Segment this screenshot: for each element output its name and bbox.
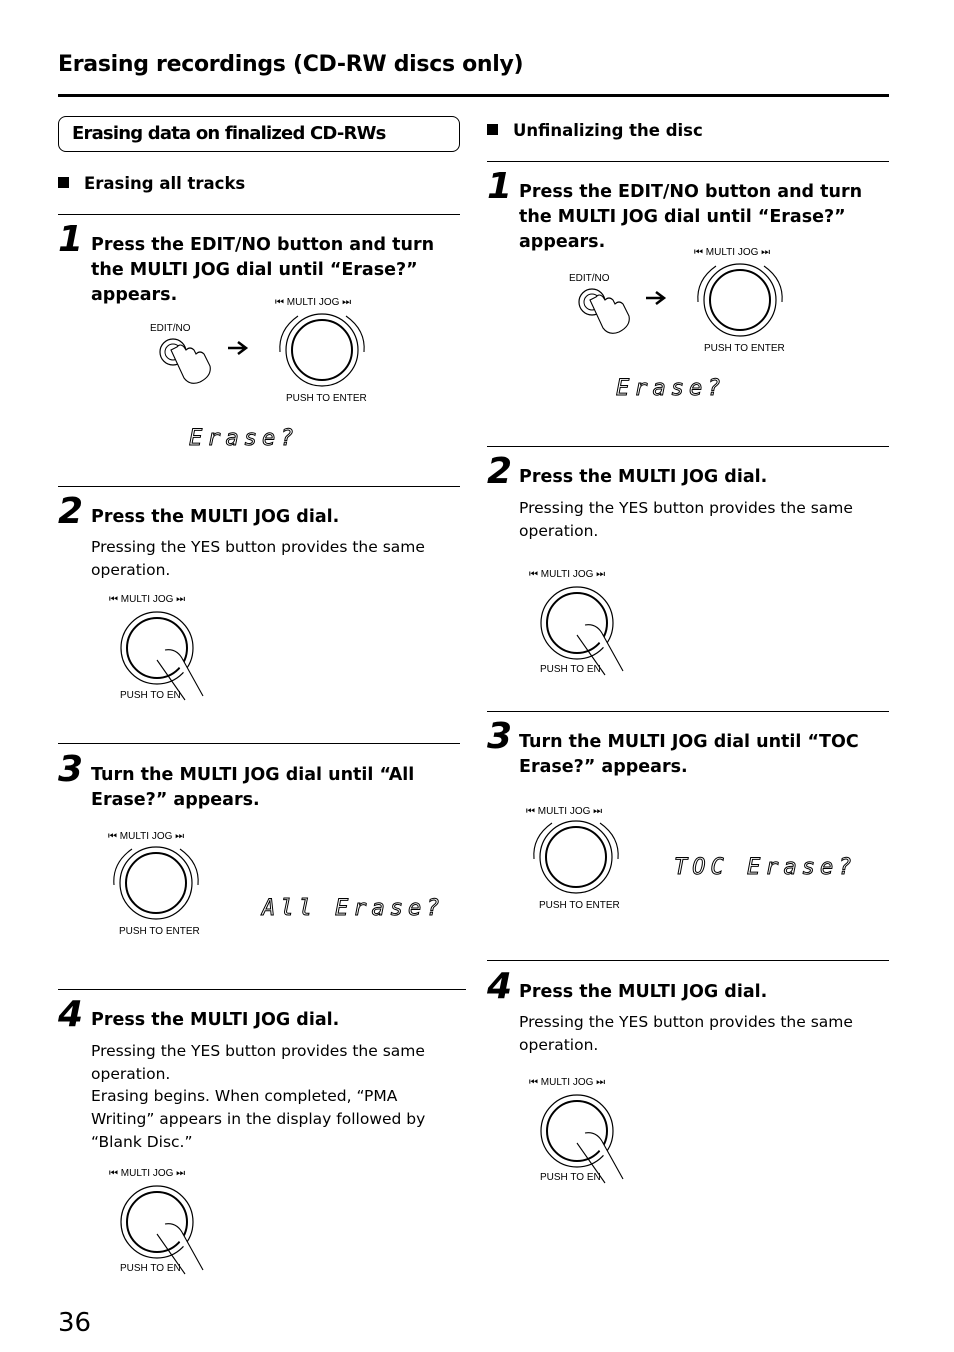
- multi-jog-label: ⏮ MULTI JOG ⏭: [526, 806, 603, 817]
- divider: [487, 711, 889, 712]
- step-number: 2: [487, 451, 513, 492]
- divider: [58, 743, 460, 744]
- left-subheading: Erasing all tracks: [58, 174, 245, 193]
- step-instruction: Press the MULTI JOG dial.: [519, 467, 768, 487]
- bullet-square: [487, 124, 498, 135]
- multi-jog-label: ⏮ MULTI JOG ⏭: [529, 1077, 606, 1088]
- edit-no-button-icon: [160, 339, 210, 383]
- multi-jog-label: ⏮ MULTI JOG ⏭: [694, 247, 771, 258]
- lcd-text: Erase?: [189, 426, 299, 451]
- step-note: Pressing the YES button provides the same operation.: [91, 538, 425, 579]
- section-heading: Erasing data on finalized CD-RWs: [58, 116, 460, 152]
- step-instruction: Press the EDIT/NO button and turn the MULTI JOG dial until “Erase?” appears.: [91, 235, 435, 305]
- step-number: 2: [58, 491, 84, 532]
- arrow-right-icon: [228, 342, 246, 354]
- edit-no-label: EDIT/NO: [569, 273, 610, 284]
- multi-jog-dial-icon: [541, 587, 613, 659]
- step-note-completion: Erasing begins. When completed, “PMA Writing” appears in the display followed by “Blank Disc.”: [91, 1087, 426, 1151]
- multi-jog-dial-icon: [121, 612, 193, 684]
- jog-turn-figure: [98, 825, 458, 940]
- step-number: 4: [58, 994, 84, 1035]
- multi-jog-dial-icon: [121, 1186, 193, 1258]
- page-number: 36: [58, 1308, 92, 1338]
- lcd-toc-erase: TOC Erase?: [674, 855, 857, 880]
- step-number: 3: [487, 716, 513, 757]
- jog-turn-figure: [516, 800, 876, 915]
- multi-jog-dial-icon: [541, 1095, 613, 1167]
- divider: [58, 989, 466, 990]
- edit-jog-figure: [560, 240, 820, 360]
- multi-jog-dial-icon: [280, 314, 364, 386]
- multi-jog-label: ⏮ MULTI JOG ⏭: [529, 569, 606, 580]
- push-to-enter-label: PUSH TO ENTER: [119, 926, 200, 937]
- step-number: 4: [487, 966, 513, 1007]
- divider: [487, 446, 889, 447]
- lcd-all-erase: All Erase?: [262, 896, 445, 921]
- title-divider: [58, 94, 889, 97]
- arrow-right-icon: [646, 292, 664, 304]
- jog-press-figure: [525, 565, 655, 680]
- push-to-enter-label: PUSH TO EN: [540, 1172, 601, 1183]
- push-to-enter-label: PUSH TO ENTER: [286, 393, 367, 404]
- jog-press-figure: [525, 1073, 655, 1188]
- multi-jog-label: ⏮ MULTI JOG ⏭: [275, 297, 352, 308]
- multi-jog-label: ⏮ MULTI JOG ⏭: [108, 831, 185, 842]
- divider: [58, 214, 460, 215]
- multi-jog-dial-icon: [114, 847, 198, 919]
- multi-jog-label: ⏮ MULTI JOG ⏭: [109, 594, 186, 605]
- push-to-enter-label: PUSH TO EN: [120, 1263, 181, 1274]
- edit-no-button-icon: [579, 289, 629, 333]
- lcd-display-erase: [602, 368, 752, 404]
- divider: [487, 960, 889, 961]
- step-instruction: Press the EDIT/NO button and turn the MULTI JOG dial until “Erase?” appears.: [519, 182, 863, 252]
- step-instruction: Press the MULTI JOG dial.: [91, 1010, 340, 1030]
- page-title: Erasing recordings (CD-RW discs only): [58, 52, 524, 77]
- push-to-enter-label: PUSH TO ENTER: [539, 900, 620, 911]
- step-note: Pressing the YES button provides the same operation.: [519, 1013, 853, 1054]
- step-instruction: Turn the MULTI JOG dial until “TOC Erase?” appears.: [519, 732, 859, 777]
- push-to-enter-label: PUSH TO EN: [540, 664, 601, 675]
- step-note: Pressing the YES button provides the same operation.: [519, 499, 853, 540]
- step-instruction: Press the MULTI JOG dial.: [519, 982, 768, 1002]
- divider: [58, 486, 460, 487]
- step-note: Pressing the YES button provides the same operation.: [91, 1042, 425, 1083]
- edit-jog-figure: [140, 290, 400, 410]
- jog-press-figure: [105, 1164, 235, 1279]
- multi-jog-dial-icon: [534, 821, 618, 893]
- lcd-text: Erase?: [616, 376, 726, 401]
- step-instruction: Turn the MULTI JOG dial until “All Erase?” appears.: [91, 765, 415, 810]
- multi-jog-dial-icon: [698, 264, 782, 336]
- bullet-square: [58, 177, 69, 188]
- step-number: 1: [58, 219, 84, 260]
- step-number: 3: [58, 749, 84, 790]
- divider: [487, 161, 889, 162]
- jog-press-figure: [105, 590, 235, 705]
- step-instruction: Press the MULTI JOG dial.: [91, 507, 340, 527]
- right-subheading: Unfinalizing the disc: [487, 121, 703, 140]
- edit-no-label: EDIT/NO: [150, 323, 191, 334]
- multi-jog-label: ⏮ MULTI JOG ⏭: [109, 1168, 186, 1179]
- step-number: 1: [487, 166, 513, 207]
- lcd-display-erase: [175, 418, 325, 454]
- push-to-enter-label: PUSH TO EN: [120, 690, 181, 701]
- push-to-enter-label: PUSH TO ENTER: [704, 343, 785, 354]
